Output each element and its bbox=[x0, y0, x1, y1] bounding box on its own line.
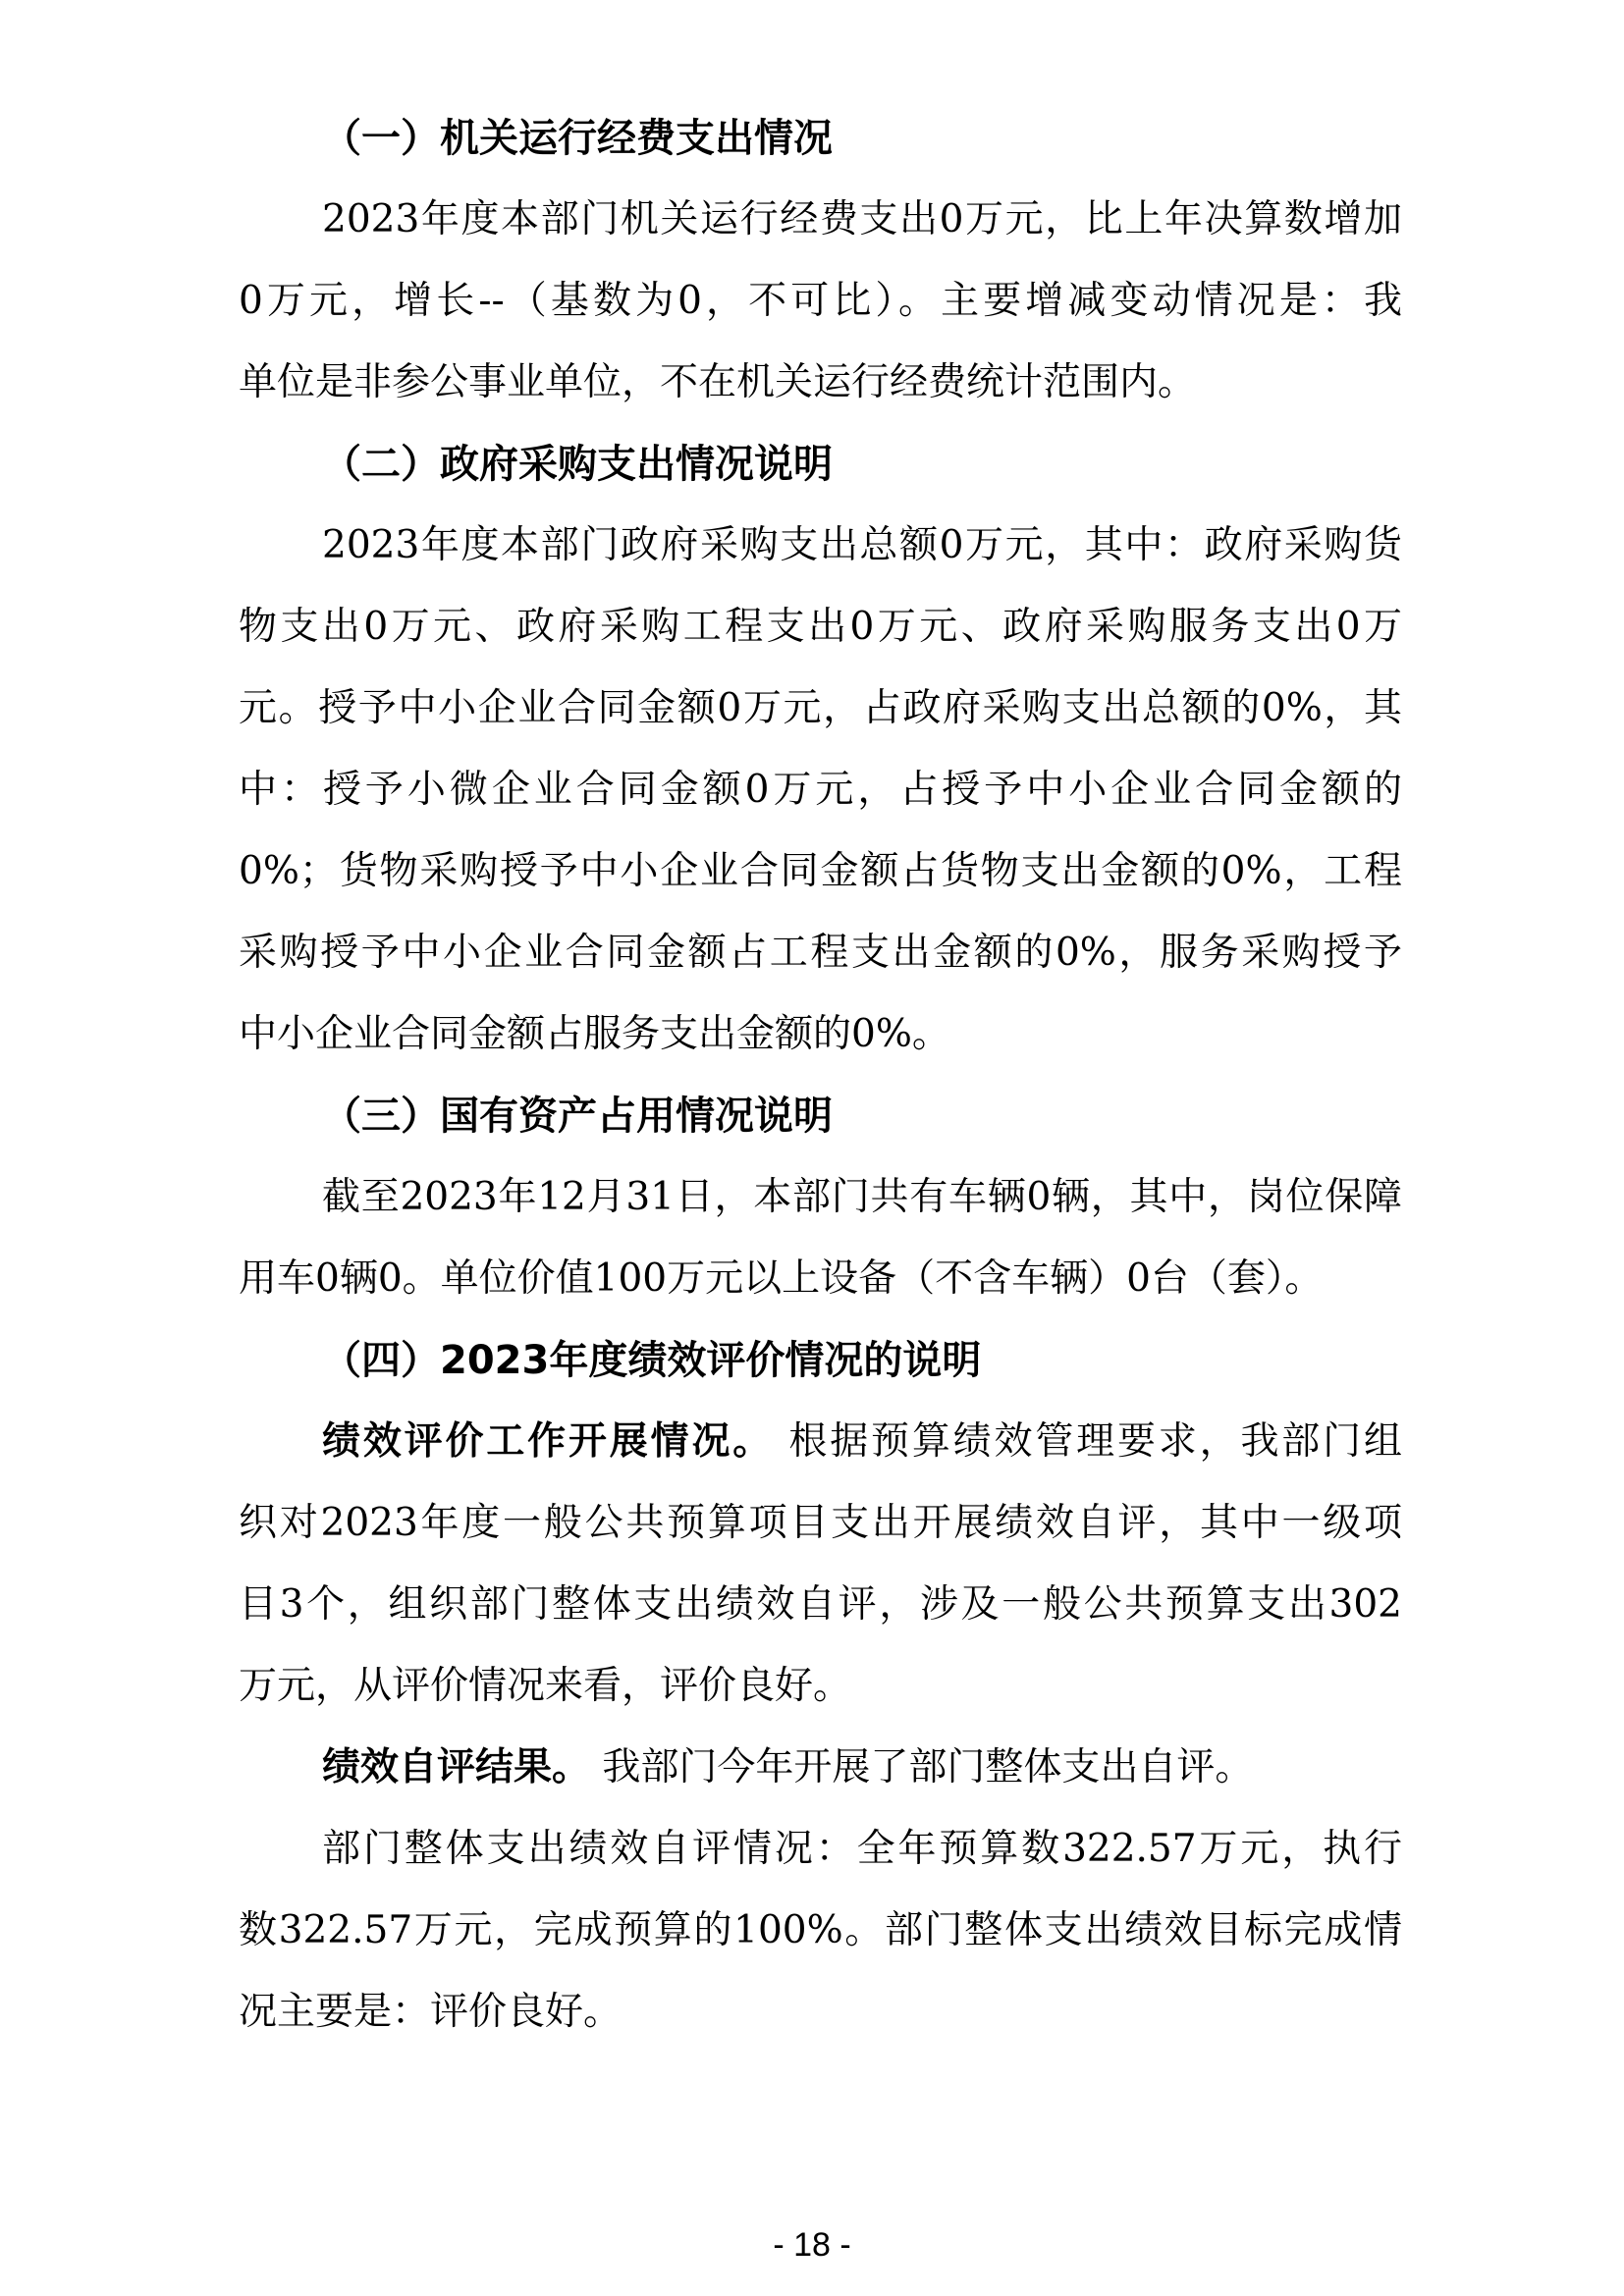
paragraph-line: 织对2023年度一般公共预算项目支出开展绩效自评，其中一级项 bbox=[239, 1501, 1402, 1545]
paragraph-line: 部门整体支出绩效自评情况：全年预算数322.57万元，执行 bbox=[322, 1827, 1402, 1871]
paragraph-line: 中小企业合同金额占服务支出金额的0%。 bbox=[239, 1012, 950, 1056]
section-heading-2: （二）政府采购支出情况说明 bbox=[322, 442, 833, 487]
paragraph-lead: 绩效评价工作开展情况。 bbox=[322, 1419, 775, 1464]
paragraph-line: 中：授予小微企业合同金额0万元，占授予中小企业合同金额的 bbox=[239, 768, 1402, 812]
paragraph-text: 根据预算绩效管理要求，我部门组 bbox=[788, 1419, 1402, 1464]
paragraph-lead: 绩效自评结果。 bbox=[322, 1745, 591, 1789]
paragraph-line: 0万元，增长--（基数为0，不可比）。主要增减变动情况是：我 bbox=[239, 279, 1402, 323]
paragraph-line: 物支出0万元、政府采购工程支出0万元、政府采购服务支出0万 bbox=[239, 605, 1402, 649]
paragraph-line: 0%；货物采购授予中小企业合同金额占货物支出金额的0%，工程 bbox=[239, 849, 1402, 893]
paragraph-text: 我部门今年开展了部门整体支出自评。 bbox=[602, 1745, 1254, 1789]
paragraph-line: 数322.57万元，完成预算的100%。部门整体支出绩效目标完成情 bbox=[239, 1908, 1402, 1952]
paragraph-line: 单位是非参公事业单位，不在机关运行经费统计范围内。 bbox=[239, 360, 1197, 404]
paragraph-line: 万元，从评价情况来看，评价良好。 bbox=[239, 1664, 852, 1708]
paragraph-line: 2023年度本部门机关运行经费支出0万元，比上年决算数增加 bbox=[322, 197, 1402, 241]
paragraph-line: 2023年度本部门政府采购支出总额0万元，其中：政府采购货 bbox=[322, 523, 1402, 567]
paragraph-line: 截至2023年12月31日，本部门共有车辆0辆，其中，岗位保障 bbox=[322, 1175, 1402, 1219]
section-heading-1: （一）机关运行经费支出情况 bbox=[322, 116, 833, 161]
section-heading-4: （四）2023年度绩效评价情况的说明 bbox=[322, 1338, 982, 1383]
paragraph-line: 况主要是：评价良好。 bbox=[239, 1990, 623, 2034]
paragraph-line bbox=[322, 1738, 1402, 1797]
paragraph-line: 目3个，组织部门整体支出绩效自评，涉及一般公共预算支出302 bbox=[239, 1582, 1402, 1627]
paragraph-line: 采购授予中小企业合同金额占工程支出金额的0%，服务采购授予 bbox=[239, 931, 1402, 975]
section-heading-3: （三）国有资产占用情况说明 bbox=[322, 1094, 833, 1139]
page-number: - 18 - bbox=[773, 2226, 851, 2264]
paragraph-line: 元。授予中小企业合同金额0万元，占政府采购支出总额的0%，其 bbox=[239, 686, 1402, 730]
paragraph-line bbox=[322, 1413, 1402, 1471]
paragraph-line: 用车0辆0。单位价值100万元以上设备（不含车辆）0台（套）。 bbox=[239, 1256, 1324, 1301]
